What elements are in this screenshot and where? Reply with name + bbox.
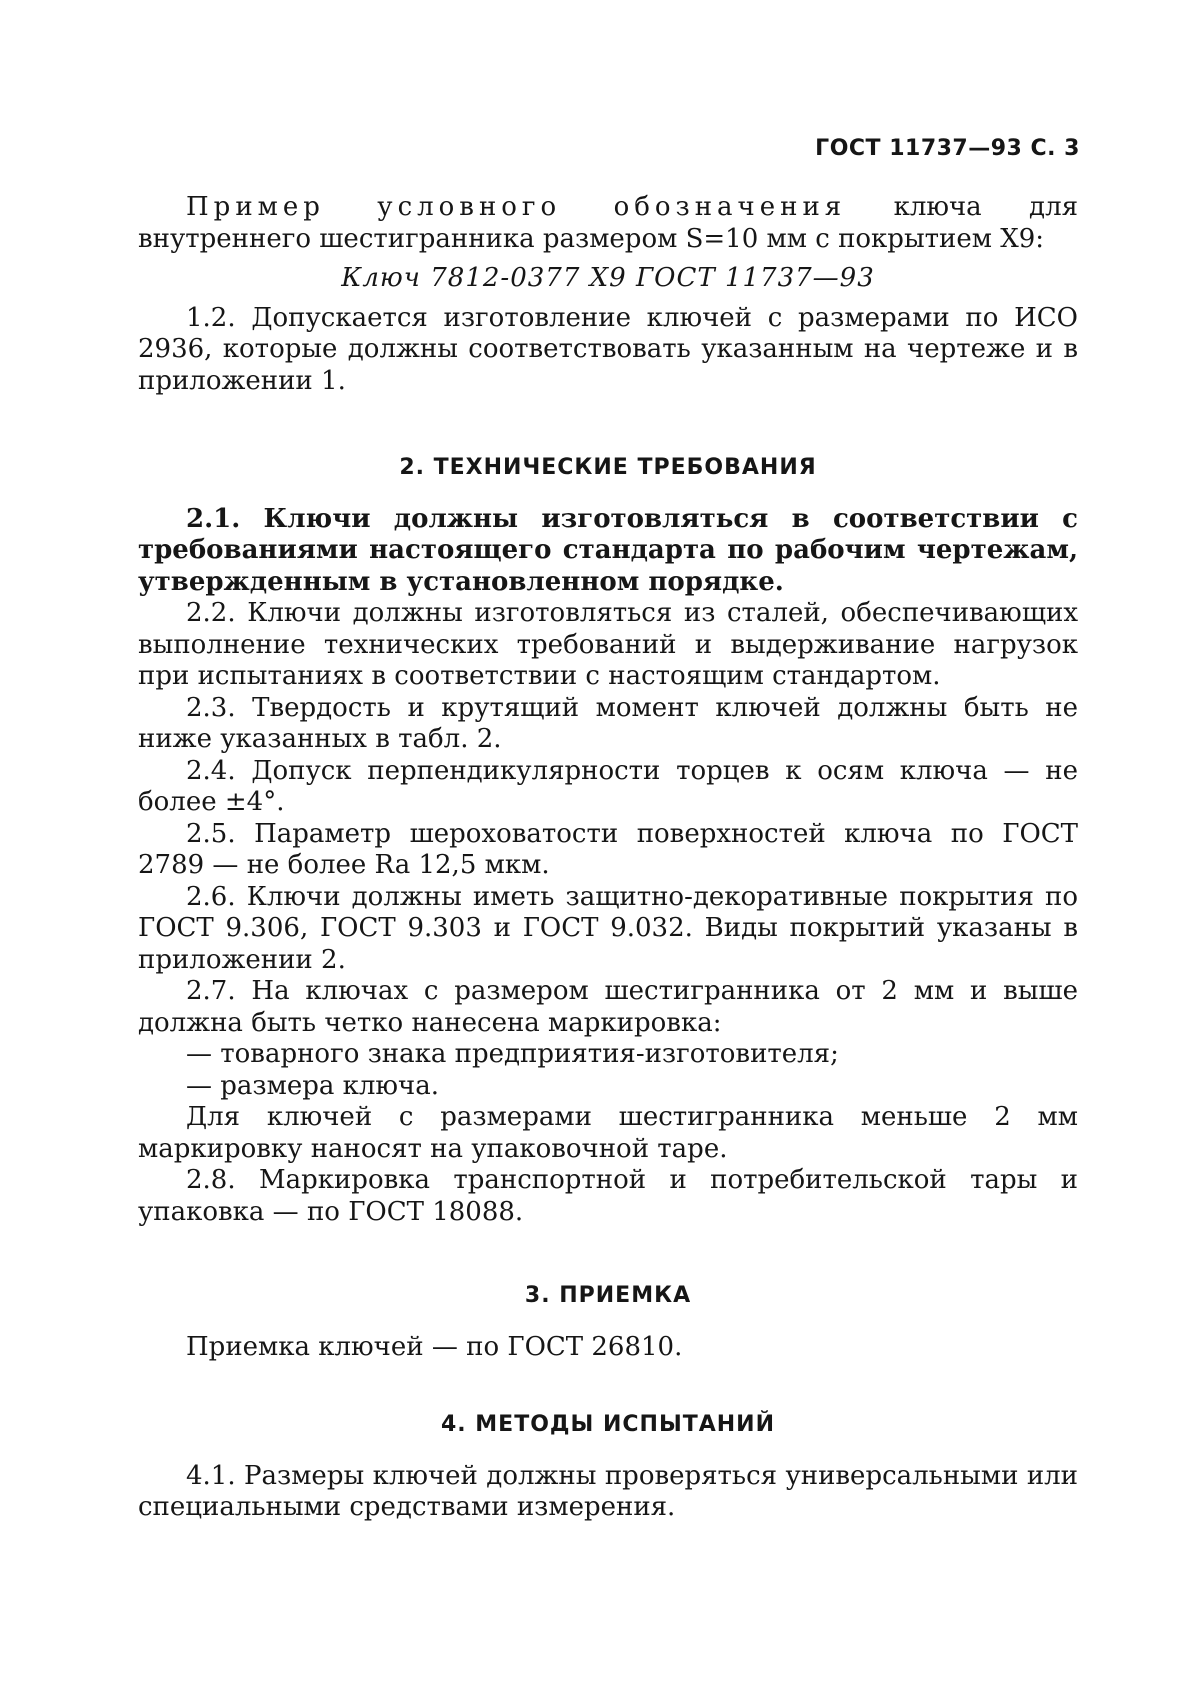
example-paragraph: [138, 192, 1078, 255]
clause-2-6: 2.6. Ключи должны иметь защитно-декоративные покрытия по ГОСТ 9.306, ГОСТ 9.303 и ГОСТ 9.032. Виды покрытий указаны в приложении 2.: [138, 881, 1078, 975]
clause-2-2: 2.2. Ключи должны изготовляться из сталей, обеспечивающих выполнение технических требований и выдерживание нагрузок при испытаниях в соответствии с настоящим стандартом.: [138, 598, 1078, 691]
example-text: ключа для внутреннего шестигранника размером S=10 мм с покрытием Х9:: [138, 192, 1078, 254]
section-2-title: 2. ТЕХНИЧЕСКИЕ ТРЕБОВАНИЯ: [399, 455, 817, 480]
clause-2-1: 2.1. Ключи должны изготовляться в соответствии с требованиями настоящего стандарта по рабочим чертежам, утвержденным в установленном порядке.: [138, 503, 1078, 597]
section-4-title: 4. МЕТОДЫ ИСПЫТАНИЙ: [440, 1412, 776, 1437]
clause-2-5: 2.5. Параметр шероховатости поверхностей ключа по ГОСТ 2789 — не более Ra 12,5 мкм.: [138, 818, 1078, 880]
clause-3-text: Приемка ключей — по ГОСТ 26810.: [186, 1331, 683, 1362]
clause-2-7: 2.7. На ключах с размером шестигранника от 2 мм и выше должна быть четко нанесена маркировка:: [138, 976, 1078, 1038]
clause-2-4: 2.4. Допуск перпендикулярности торцев к осям ключа — не более ±4°.: [138, 755, 1078, 817]
clause-4-1: 4.1. Размеры ключей должны проверяться универсальными или специальными средствами измерения.: [138, 1460, 1078, 1522]
designation-example: Ключ 7812-0377 Х9 ГОСТ 11737—93: [341, 263, 875, 293]
clause-2-3: 2.3. Твердость и крутящий момент ключей должны быть не ниже указанных в табл. 2.: [138, 692, 1078, 754]
clause-2-7-item-trademark: — товарного знака предприятия-изготовителя;: [186, 1039, 839, 1069]
example-lead: Пример условного обозначения: [186, 192, 847, 222]
running-head: ГОСТ 11737—93 С. 3: [815, 136, 1080, 161]
clause-2-7-note: Для ключей с размерами шестигранника меньше 2 мм маркировку наносят на упаковочной таре.: [138, 1102, 1078, 1164]
clause-2-8: 2.8. Маркировка транспортной и потребительской тары и упаковка — по ГОСТ 18088.: [138, 1165, 1078, 1227]
section-3-title: 3. ПРИЕМКА: [524, 1283, 692, 1308]
clause-2-7-item-size: — размера ключа.: [186, 1070, 439, 1101]
document-body: [138, 192, 1078, 1524]
clause-1-2: 1.2. Допускается изготовление ключей с размерами по ИСО 2936, которые должны соответствовать указанным на чертеже и в приложении 1.: [138, 302, 1078, 396]
